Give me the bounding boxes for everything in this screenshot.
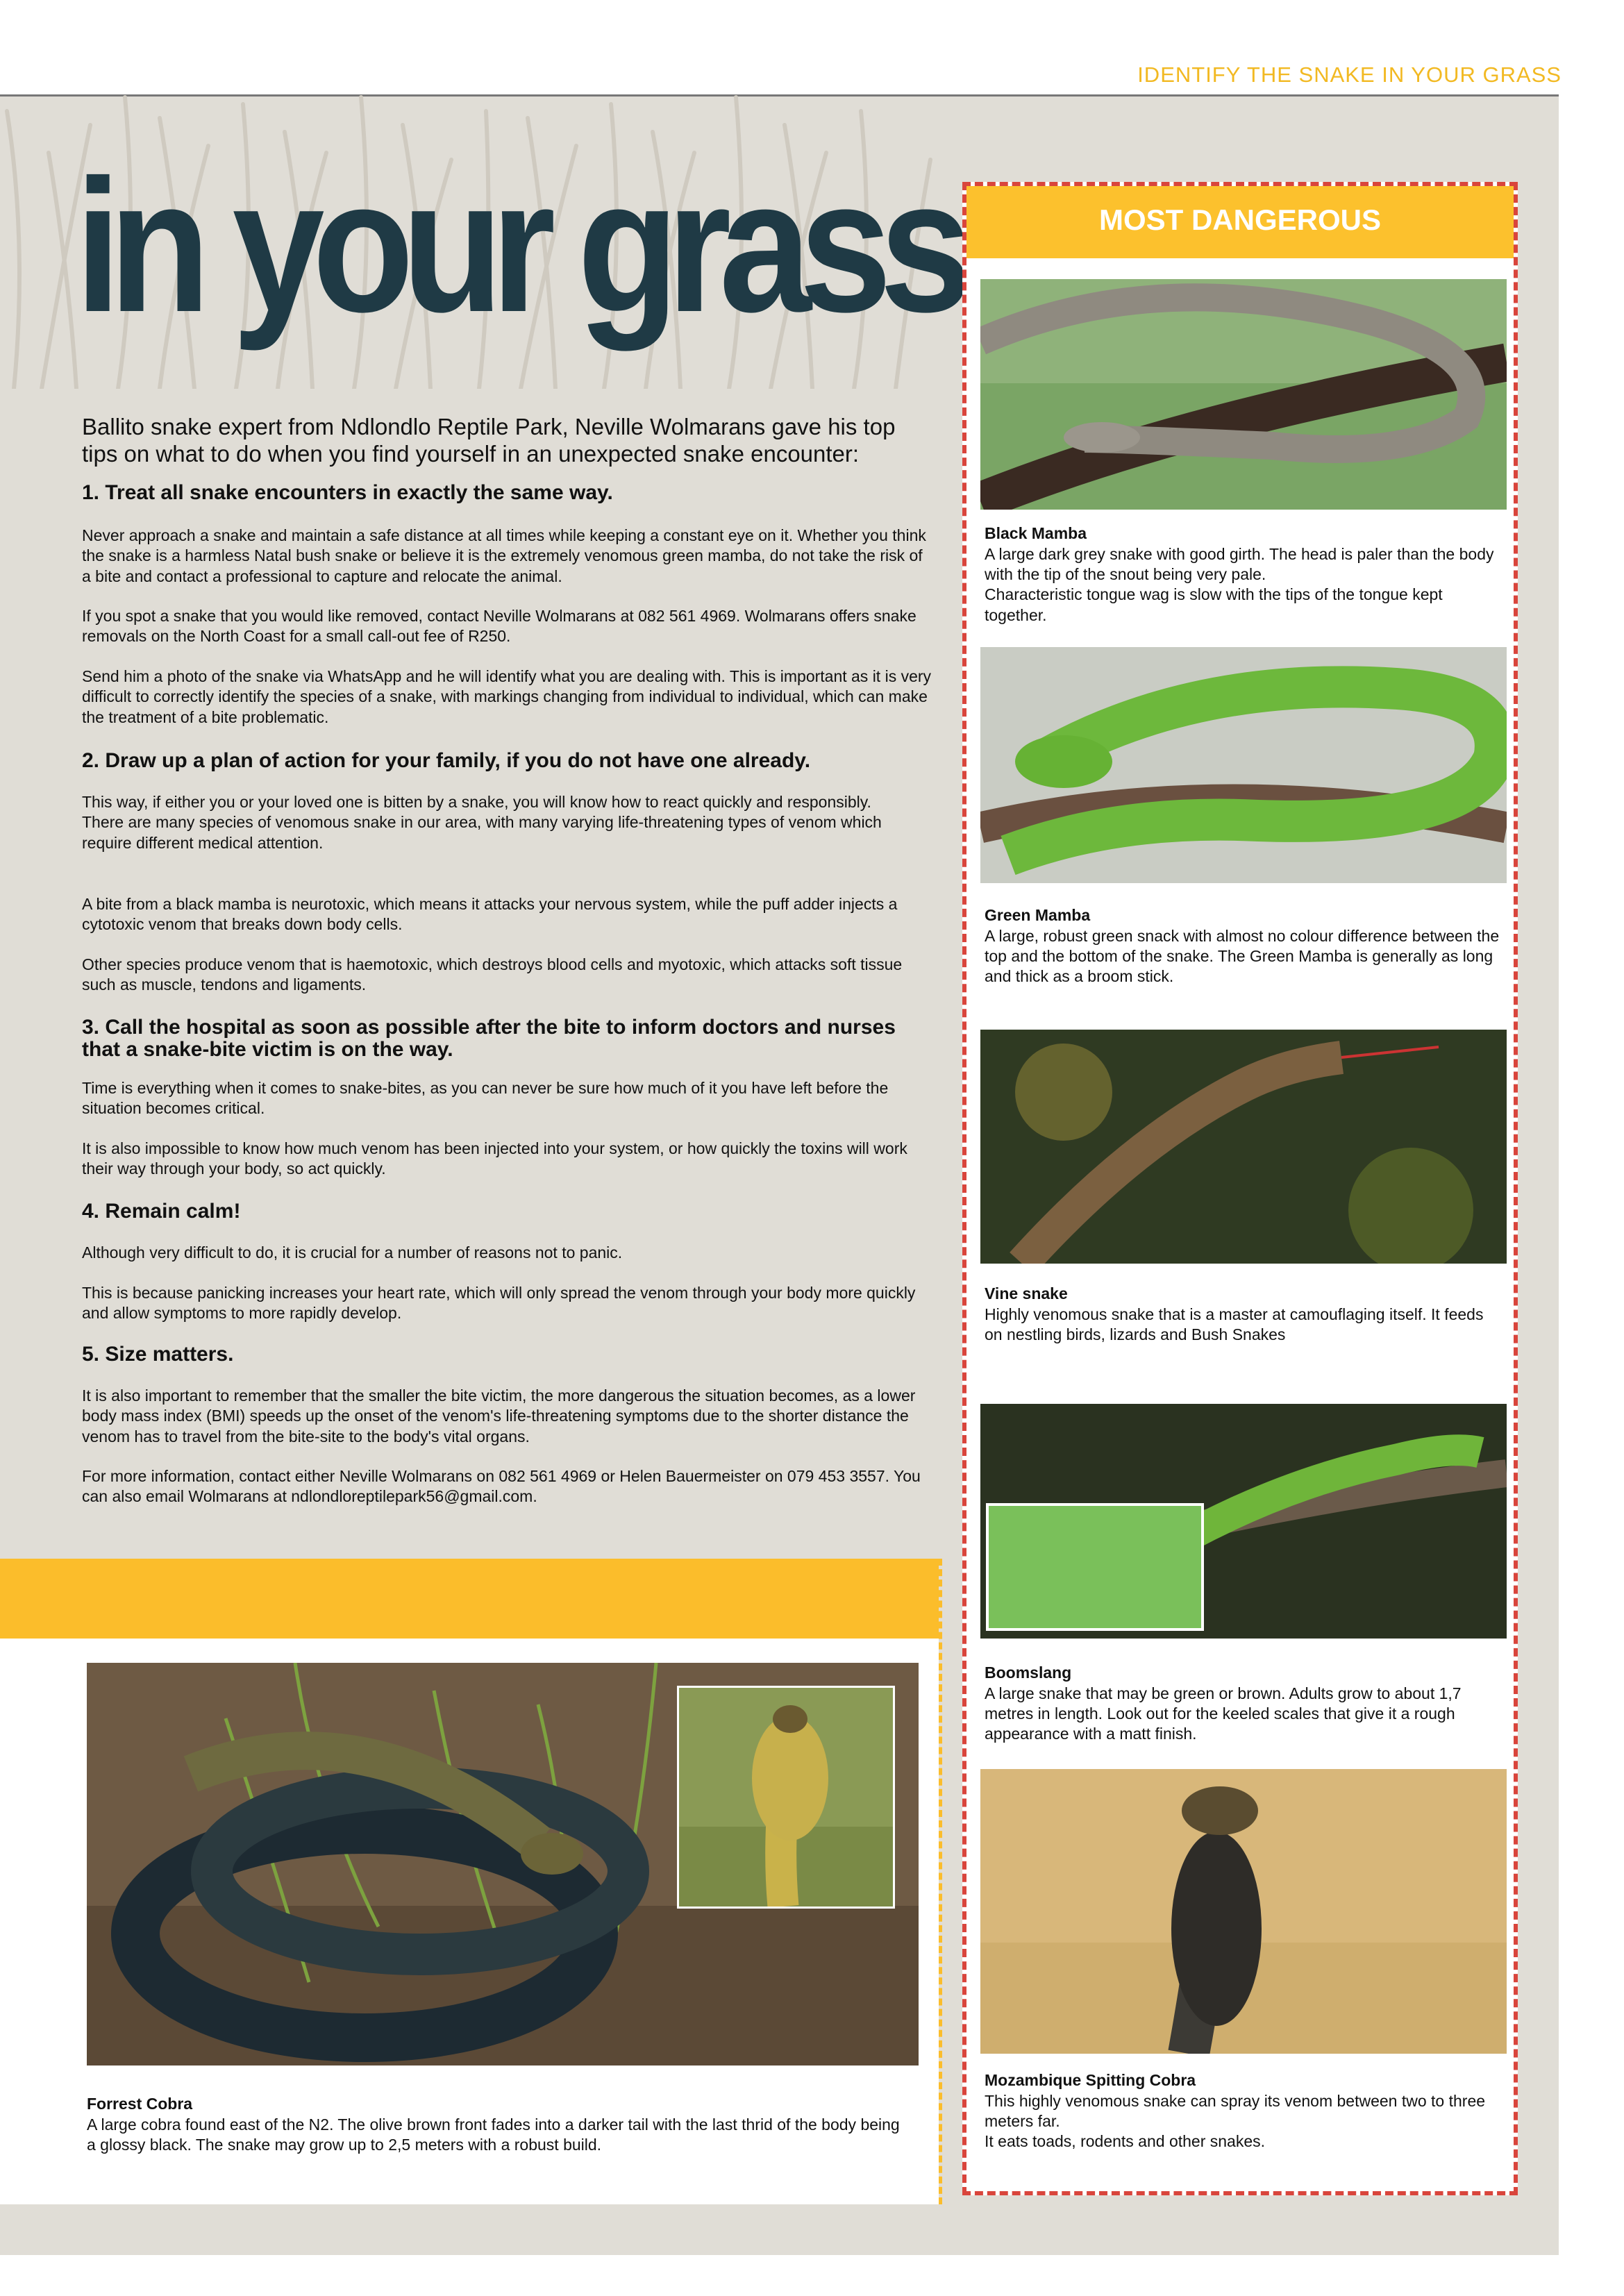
tip-4-heading: 4. Remain calm! [82,1200,241,1223]
tip-2-paragraph-1: This way, if either you or your loved one is bitten by a snake, you will know how to react quickly and responsibly. There are many species of venomous snake in our area, with many varying life-threatening types of venom which require different medical attention. [82,793,882,852]
snake-name-boomslang: Boomslang [985,1664,1072,1682]
tip-1-paragraph-1: Never approach a snake and maintain a safe distance at all times while keeping a constant eye on it. Whether you think the snake is a harmless Natal bush snake or believe it is the extremely venomous green mamba, do not take the risk of a bite and contact a professional to capture and relocate the animal. [82,526,926,585]
snake-description-mozambique-spitting-cobra: This highly venomous snake can spray its venom between two to three meters far. It eats toads, rodents and other snakes. [985,2092,1486,2151]
tip-2-paragraph-2: A bite from a black mamba is neurotoxic, which means it attacks your nervous system, while the puff adder injects a cytotoxic venom that breaks down body cells. [82,895,898,934]
boomslang-photo [980,1404,1507,1639]
tip-1-heading: 1. Treat all snake encounters in exactly the same way. [82,481,613,504]
tip-5-paragraph-1: It is also important to remember that the smaller the bite victim, the more dangerous the situation becomes, as a lower body mass index (BMI) speeds up the onset of the venom's life-threatening symptoms due to the shorter distance the venom has to travel from the bite-site to the body's vital organs. [82,1386,916,1446]
forrest-cobra-description: A large cobra found east of the N2. The olive brown front fades into a darker tail with the last thrid of the body being a glossy black. The snake may grow up to 2,5 meters with a robust build. [87,2115,900,2154]
mozambique-spitting-cobra-photo [980,1769,1507,2054]
tip-3-paragraph-2: It is also impossible to know how much venom has been injected into your system, or how quickly the toxins will work their way through your body, so act quickly. [82,1139,907,1178]
forrest-cobra-name: Forrest Cobra [87,2095,193,2113]
tip-5-paragraph-2: For more information, contact either Neville Wolmarans on 082 561 4969 or Helen Bauermeister on 079 453 3557. You can also email Wolmarans at ndlondloreptilepark56@gmail.com. [82,1467,921,1506]
snake-name-green-mamba: Green Mamba [985,906,1091,924]
green-mamba-photo [980,647,1507,883]
snake-description-vine-snake: Highly venomous snake that is a master at camouflaging itself. It feeds on nestling birds, lizards and Bush Snakes [985,1305,1484,1344]
intro-paragraph: Ballito snake expert from Ndlondlo Reptile Park, Neville Wolmarans gave his top tips on what to do when you find yourself in an unexpected snake encounter: [82,414,896,467]
snake-description-green-mamba: A large, robust green snack with almost no colour difference between the top and the bottom of the snake. The Green Mamba is generally as long and thick as a broom stick. [985,927,1500,986]
black-mamba-photo [980,279,1507,510]
page-title: in your grass [75,140,960,351]
tip-2-paragraph-3: Other species produce venom that is haemotoxic, which destroys blood cells and myotoxic, which attacks soft tissue such as muscle, tendons and ligaments. [82,955,903,994]
tip-5-heading: 5. Size matters. [82,1343,234,1366]
tip-4-paragraph-1: Although very difficult to do, it is crucial for a number of reasons not to panic. [82,1243,623,1262]
tip-3-paragraph-1: Time is everything when it comes to snake-bites, as you can never be sure how much of it you have left before the situation becomes critical. [82,1079,889,1118]
vine-snake-photo [980,1030,1507,1264]
snake-description-black-mamba: A large dark grey snake with good girth. The head is paler than the body with the tip of the snout being very pale. Characteristic tongue wag is slow with the tips of the tongue kept together. [985,545,1494,624]
tip-2-heading: 2. Draw up a plan of action for your family, if you do not have one already. [82,749,811,772]
tip-1-paragraph-3: Send him a photo of the snake via WhatsApp and he will identify what you are dealing with. This is important as it is very difficult to correctly identify the species of a snake, with markings changing from individual to individual, which can make the treatment of a bite problematic. [82,667,932,726]
snake-name-vine-snake: Vine snake [985,1284,1068,1302]
most-dangerous-title: MOST DANGEROUS [1098,203,1381,236]
snake-description-boomslang: A large snake that may be green or brown. Adults grow to about 1,7 metres in length. Look out for the keeled scales that give it a rough appearance with a matt finish. [985,1684,1462,1743]
tip-4-paragraph-2: This is because panicking increases your heart rate, which will only spread the venom through your body more quickly and allow symptoms to more rapidly develop. [82,1284,916,1323]
tip-3-heading: 3. Call the hospital as soon as possible after the bite to inform doctors and nurses that a snake-bite victim is on the way. [82,1016,896,1062]
panel-dashed-border [939,1559,942,2204]
tip-1-paragraph-2: If you spot a snake that you would like removed, contact Neville Wolmarans at 082 561 4969. Wolmarans offers snake removals on the North Coast for a small call-out fee of R250. [82,607,916,646]
snake-name-mozambique-spitting-cobra: Mozambique Spitting Cobra [985,2071,1196,2089]
section-label: IDENTIFY THE SNAKE IN YOUR GRASS [1137,62,1562,87]
snake-name-black-mamba: Black Mamba [985,524,1087,542]
yellow-accent-band [0,1559,939,1639]
forrest-cobra-inset-photo [677,1686,895,1909]
